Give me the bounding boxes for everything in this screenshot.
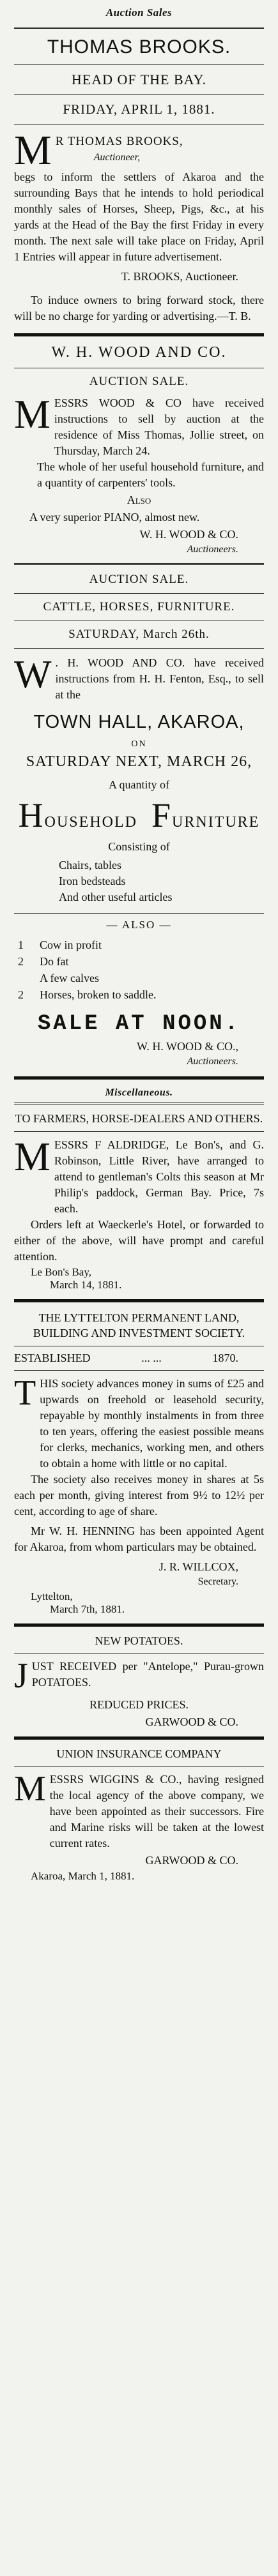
list-item: Chairs, tables (59, 859, 121, 871)
divider (14, 1623, 264, 1627)
ad-body: ESSRS F ALDRIDGE, Le Bon's, and G. Robinson, Little River, have arranged to attend to gentleman's Colts this season at Mr Philip's paddock, German Bay. Price, 7s each. (54, 1138, 264, 1215)
item-count: 1 (18, 938, 24, 951)
ad-furniture-word: URNITURE (172, 814, 260, 831)
ad-body: ESSRS WOOD & CO have received instructions to sell by auction at the residence of Miss Thomas, Jollie street, on Thursday, March 24. (54, 396, 264, 457)
dropcap: M (14, 1769, 46, 1809)
dropcap: W (14, 653, 52, 697)
list-item: Iron bedsteads (59, 875, 126, 887)
ad-signature-role: Secretary. (197, 1576, 238, 1587)
ad-quantity: A quantity of (109, 778, 169, 791)
divider (14, 27, 264, 29)
dropcap: F (151, 796, 173, 834)
ad-intro-name: R THOMAS BROOKS, (55, 135, 183, 148)
divider (14, 1103, 264, 1104)
ad-thomas-brooks (14, 36, 264, 324)
ad-signature: W. H. WOOD & CO., (136, 1040, 238, 1053)
item-count: 2 (18, 988, 24, 1001)
section-header-auction-sales: Auction Sales (105, 6, 173, 19)
divider (14, 648, 264, 649)
ad-body-wrap (14, 1134, 264, 1217)
ad-body-wrap (14, 391, 264, 459)
ad-body-2: Orders left at Waeckerle's Hotel, or forwarded to either of the above, will have prompt and careful attention. (14, 1218, 264, 1263)
ad-venue: TOWN HALL, AKAROA, (33, 712, 245, 732)
ad-household-word: OUSEHOLD (44, 814, 137, 831)
ad-body: ESSRS WIGGINS & CO., having resigned the local agency of the above company, we have been appointed as their successors. Fire and Marine risks will be taken at the lowest current rates. (49, 1773, 264, 1849)
ad-subtitle: AUCTION SALE. (89, 375, 189, 388)
ad-body-2: The society also receives money in shares at 5s each per month, giving interest from 9½ to 12½ per cent, according to age of share. (14, 1473, 264, 1518)
ad-signature-role: Auctioneers. (187, 544, 238, 555)
divider (14, 563, 264, 565)
ad-title: NEW POTATOES. (95, 1634, 183, 1647)
item-text: A few calves (40, 972, 99, 984)
divider (14, 1370, 264, 1371)
ad-body-3: Mr W. H. HENNING has been appointed Agent for Akaroa, from whom particulars may be obtained. (14, 1525, 264, 1553)
ad-piano: A very superior PIANO, almost new. (29, 511, 200, 523)
established-year: 1870. (212, 1352, 238, 1364)
ad-body: begs to inform the settlers of Akaroa and the surrounding Bays that he intends to hold periodical monthly sales of Horses, Sheep, Pigs, &c., at his yards at the Head of the Bay the first Friday in every month. The next sale will take place on Friday, April 1 Entries will appear in future advertisement. (14, 170, 264, 263)
ad-also: — ALSO — (106, 919, 172, 931)
ad-place: Lyttelton, (31, 1590, 73, 1602)
ad-date: SATURDAY, March 26th. (68, 628, 210, 641)
ad-consisting: Consisting of (108, 840, 170, 853)
item-count: 2 (18, 955, 24, 968)
dropcap: M (14, 391, 50, 437)
dropcap: M (14, 127, 52, 174)
ad-date: FRIDAY, APRIL 1, 1881. (63, 102, 215, 117)
ad-date: March 7th, 1881. (50, 1603, 125, 1615)
divider (14, 64, 264, 65)
ad-union-insurance (14, 1747, 264, 1883)
ad-on: ON (131, 739, 147, 749)
list-item (18, 937, 264, 953)
item-text: Horses, broken to saddle. (40, 988, 157, 1001)
ad-title: UNION INSURANCE COMPANY (56, 1747, 222, 1760)
list-item (18, 970, 264, 986)
ad-new-potatoes (14, 1634, 264, 1729)
dropcap: M (14, 1134, 50, 1179)
ad-body-wrap (14, 655, 264, 703)
ad-signature: T. BROOKS, Auctioneer. (121, 270, 238, 283)
ad-subtitle: CATTLE, HORSES, FURNITURE. (43, 600, 235, 614)
established-dots: ... ... (141, 1352, 162, 1364)
ad-place-date: Akaroa, March 1, 1881. (31, 1870, 135, 1882)
divider (14, 94, 264, 95)
ad-date-2: SATURDAY NEXT, MARCH 26, (26, 753, 252, 770)
ad-place: Le Bon's Bay, (31, 1266, 91, 1278)
dropcap: H (18, 796, 45, 834)
ad-title: W. H. WOOD AND CO. (51, 344, 227, 361)
ad-title: TO FARMERS, HORSE-DEALERS AND OTHERS. (15, 1112, 263, 1125)
dropcap: T (14, 1373, 36, 1413)
ad-established (14, 1352, 264, 1365)
item-text: Do fat (40, 955, 69, 968)
list-item (18, 953, 264, 970)
ad-signature: W. H. WOOD & CO. (139, 528, 238, 541)
divider (14, 1131, 264, 1132)
ad-body: HIS society advances money in sums of £25 and upwards on freehold or leasehold security, repayable by monthly instalments in from three to ten years, offering the easiest possible means for clerks, mechanics, working men, and others to obtain a home with little or no capital. (40, 1377, 264, 1470)
divider (14, 913, 264, 914)
ad-title: AUCTION SALE. (89, 573, 189, 586)
ad-lyttelton-society (14, 1310, 264, 1616)
divider (14, 1299, 264, 1302)
section-header-miscellaneous: Miscellaneous. (105, 1087, 173, 1098)
ad-sale-at-noon: SALE AT NOON. (37, 1012, 241, 1036)
established-label: ESTABLISHED (14, 1352, 91, 1364)
divider (14, 1076, 264, 1080)
item-count (18, 970, 40, 986)
ad-body-wrap (14, 1373, 264, 1472)
ad-wood-cattle (14, 573, 264, 1067)
ad-body-wrap (14, 1656, 264, 1696)
ad-signature: J. R. WILLCOX, (158, 1560, 238, 1573)
ad-body-wrap (14, 1769, 264, 1851)
ad-date: March 14, 1881. (50, 1279, 122, 1291)
dropcap: J (14, 1656, 28, 1696)
list-item (18, 986, 264, 1003)
ad-signature-role: Auctioneers. (187, 1056, 238, 1067)
ad-signature: GARWOOD & CO. (145, 1715, 238, 1728)
ad-body: . H. WOOD AND CO. have received instructions from H. H. Fenton, Esq., to sell at the (55, 656, 264, 701)
ad-body-2: The whole of her useful household furniture, and a quantity of carpenters' tools. (37, 460, 264, 489)
list-item: And other useful articles (59, 891, 173, 903)
ad-aldridge (14, 1111, 264, 1292)
ad-title: THOMAS BROOKS. (47, 36, 231, 57)
ad-also: Also (127, 493, 151, 506)
ad-note: To induce owners to bring forward stock, there will be no charge for yarding or advertising.—T. B. (14, 294, 264, 322)
item-text: Cow in profit (40, 938, 102, 951)
ad-body: UST RECEIVED per "Antelope," Purau-grown POTATOES. (31, 1660, 264, 1689)
divider (14, 593, 264, 594)
ad-household-furniture (14, 795, 264, 835)
ad-signature: GARWOOD & CO. (145, 1854, 238, 1867)
livestock-list (14, 937, 264, 1003)
divider (14, 1736, 264, 1740)
ad-place: HEAD OF THE BAY. (71, 72, 207, 87)
divider (14, 333, 264, 336)
ad-wood-furniture (14, 344, 264, 555)
ad-title: THE LYTTELTON PERMANENT LAND, BUILDING AND INVESTMENT SOCIETY. (33, 1311, 245, 1339)
ad-intro-role: Auctioneer, (93, 152, 141, 163)
ad-reduced-prices: REDUCED PRICES. (89, 1698, 189, 1711)
ad-intro (14, 127, 264, 174)
